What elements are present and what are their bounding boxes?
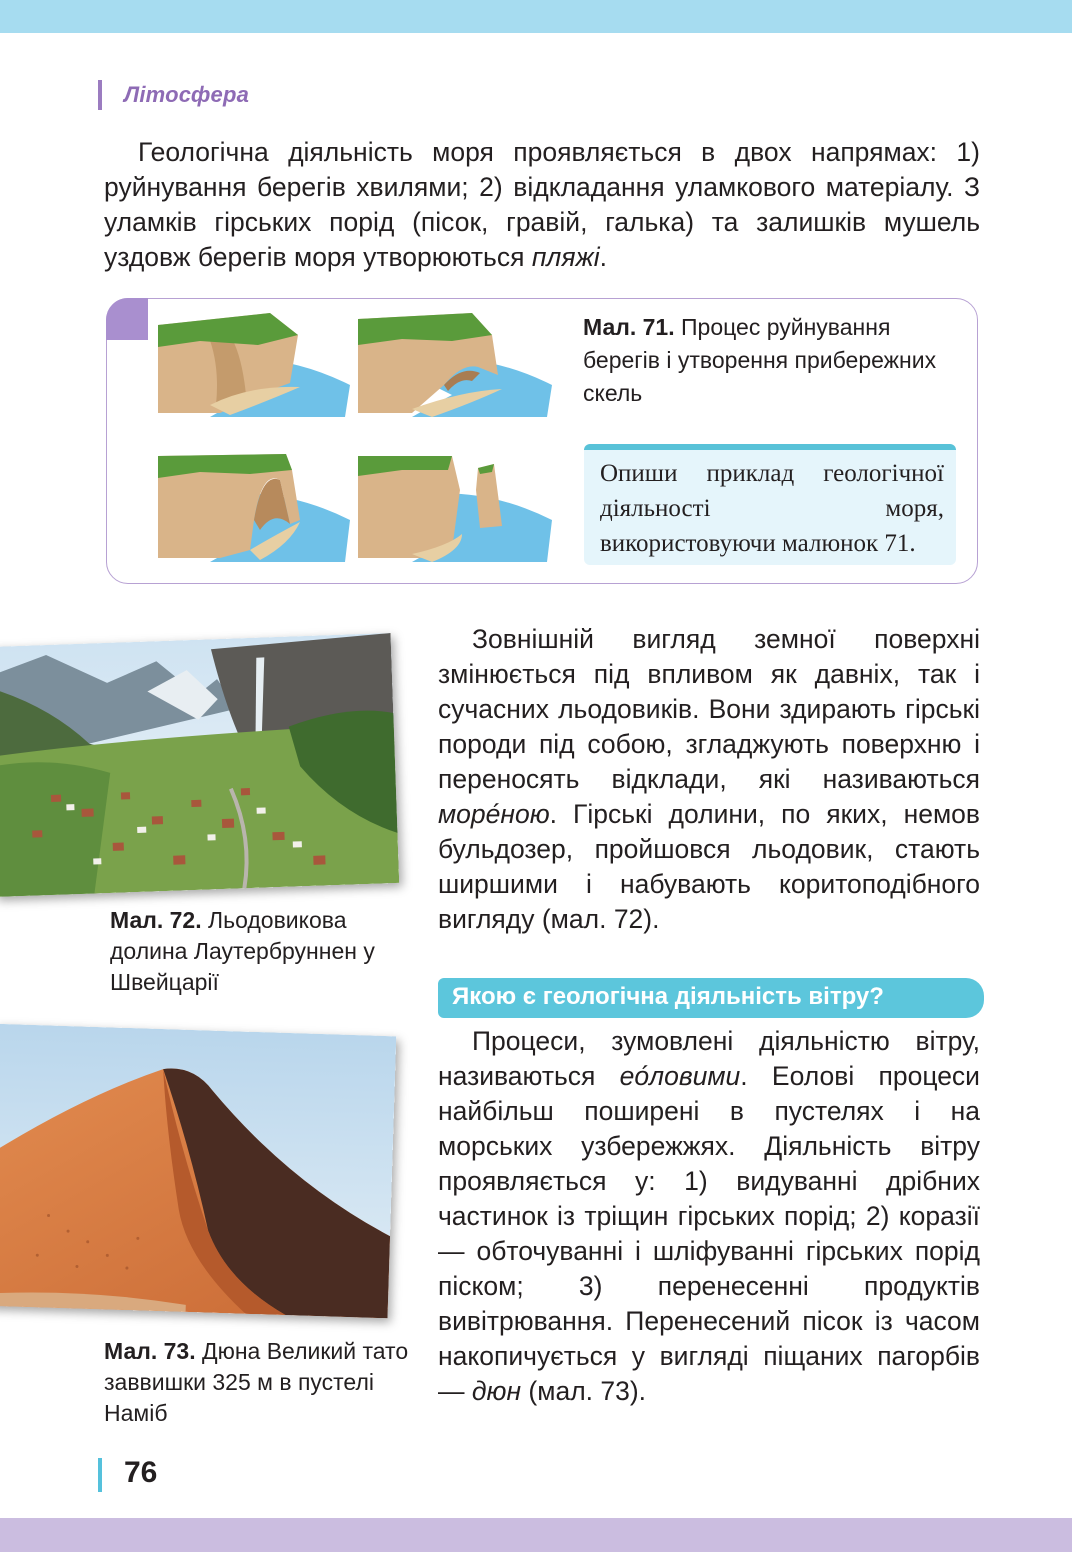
paragraph-glaciers xyxy=(438,622,980,937)
figure-71-label: Мал. 71. xyxy=(583,314,675,340)
paragraph-wind xyxy=(438,1024,980,1409)
coast-erosion-stage-2 xyxy=(352,305,552,420)
photo-lauterbrunnen-valley xyxy=(0,633,399,897)
coast-erosion-stage-4 xyxy=(352,450,552,565)
paragraph-text: Геологічна діяльність моря проявляється в двох напрямах: 1) руйнування берегів хвилями; 2) відкладання уламкового матеріалу. З уламків гірських порід (пісок, гравій, галька) та залишків мушель уздовж берегів моря утворюються xyxy=(104,137,980,272)
figure-72-caption xyxy=(110,905,410,998)
paragraph-text: Процеси, зумовлені діяльністю вітру, називаються xyxy=(438,1026,980,1091)
paragraph-end: (мал. 73). xyxy=(521,1376,647,1406)
coast-erosion-stage-3 xyxy=(150,450,350,565)
section-marker xyxy=(98,80,102,110)
paragraph-sea-activity xyxy=(104,135,980,275)
figure-72-caption-text: Льодовикова долина Лаутербруннен у Швейцарії xyxy=(110,907,375,995)
figure-73-label: Мал. 73. xyxy=(104,1338,196,1364)
figure-73-caption xyxy=(104,1336,414,1429)
photo-big-daddy-dune xyxy=(0,1024,396,1318)
paragraph-end: . xyxy=(599,242,607,272)
question-heading: Якою є геологічна діяльність вітру? xyxy=(452,983,884,1010)
figure-71-caption-text: Процес руйнування берегів і утворення прибережних скель xyxy=(583,314,937,406)
term-beaches: пляжі xyxy=(531,242,600,272)
term-aeolian: ео́ловими xyxy=(619,1061,741,1091)
figure-72-label: Мал. 72. xyxy=(110,907,202,933)
paragraph-text: Зовнішній вигляд земної поверхні змінюється під впливом як давніх, так і сучасних льодовиків. Вони здирають гірські породи під собою, згладжують поверхню і переносять відклади, які називаються xyxy=(438,624,980,794)
page-number-marker xyxy=(98,1458,102,1492)
term-moraine: море́ною xyxy=(438,799,550,829)
paragraph-middle: . Еолові процеси найбільш поширені в пустелях і на морських узбережжях. Діяльність вітру проявляється у: 1) видуванні дрібних частинок із тріщин гірських порід; 2) коразії — обточуванні і шліфуванні гірських порід піском; 3) перенесенні продуктів вивітрювання. Перенесений пісок із часом накопичується у вигляді піщаних пагорбів — xyxy=(438,1061,980,1406)
figure-71-corner-tab xyxy=(106,298,148,340)
figure-73-caption-text: Дюна Великий тато заввишки 325 м в пустелі Наміб xyxy=(104,1338,409,1426)
coast-erosion-stage-1 xyxy=(150,305,350,420)
bottom-band xyxy=(0,1518,1072,1552)
top-band xyxy=(0,0,1072,33)
section-title: Літосфера xyxy=(124,82,250,107)
paragraph-end: . Гірські долини, по яких, немов бульдозер, пройшовся льодовик, стають ширшими і набувають коритоподібного вигляду (мал. 72). xyxy=(438,799,980,934)
figure-71-caption xyxy=(583,311,963,410)
page-number: 76 xyxy=(124,1456,158,1489)
task-text: Опиши приклад геологічної діяльності моря, використовуючи малюнок 71. xyxy=(600,460,944,557)
term-dunes: дюн xyxy=(471,1376,522,1406)
